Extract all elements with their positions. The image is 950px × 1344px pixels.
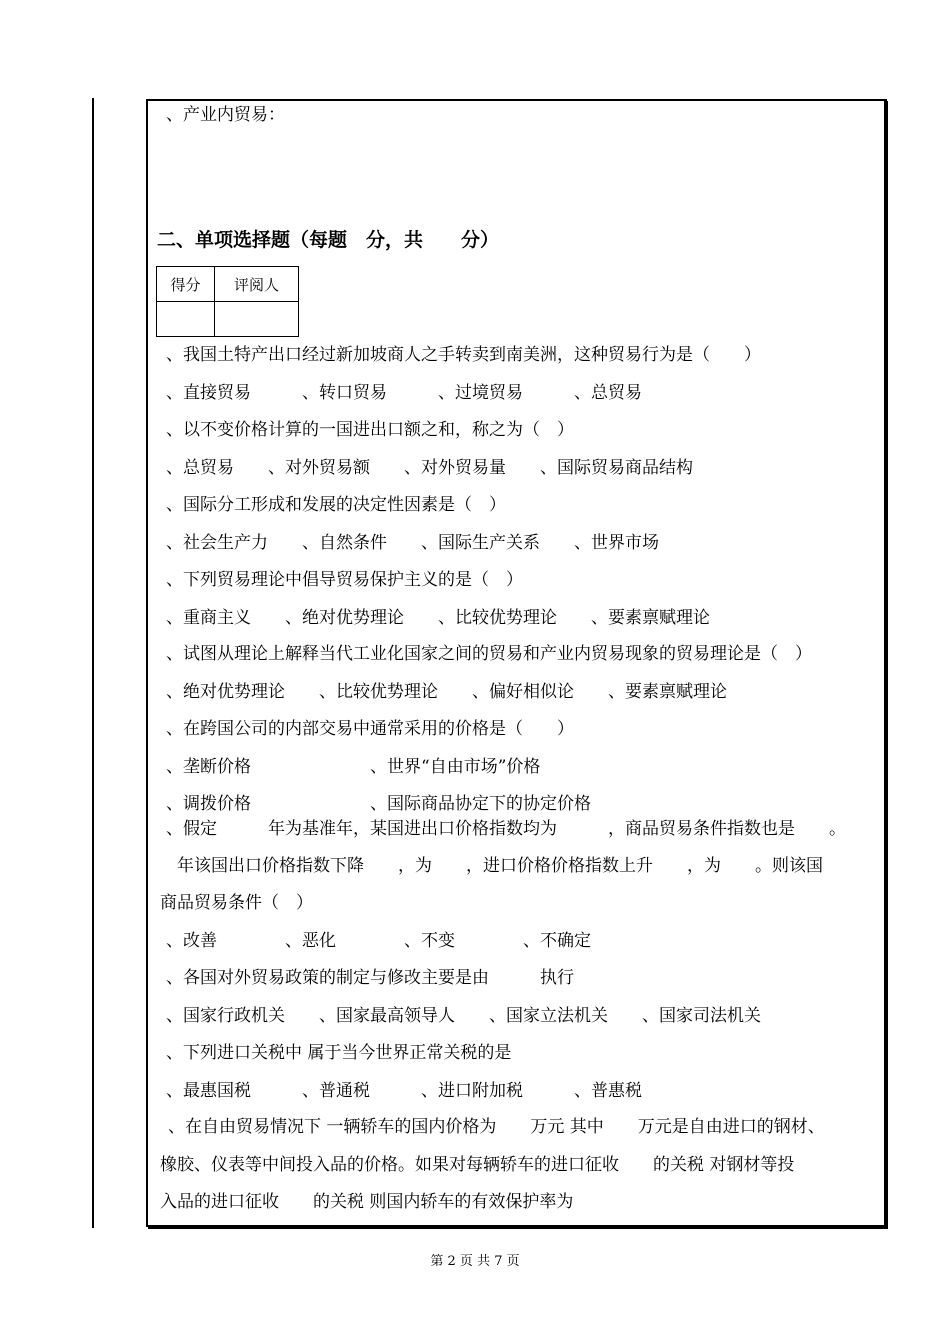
section-heading: 二、单项选择题（每题 分，共 分） xyxy=(157,229,500,251)
score-cell[interactable] xyxy=(157,302,215,337)
score-table xyxy=(156,266,299,337)
options-9: 、最惠国税 、普通税 、进口附加税 、普惠税 xyxy=(166,1081,642,1101)
question-7: 、假定 年为基准年，某国进出口价格指数均为 ，商品贸易条件指数也是 。 xyxy=(166,819,846,839)
frame-shadow-bottom xyxy=(148,1225,888,1229)
question-1: 、我国土特产出口经过新加坡商人之手转卖到南美洲，这种贸易行为是（ ） xyxy=(166,345,761,365)
score-label: 得分 xyxy=(157,267,215,302)
binding-line xyxy=(92,98,94,1228)
question-7-cont2: 商品贸易条件（ ） xyxy=(160,893,313,913)
question-7-cont: 年该国出口价格指数下降 ，为 ，进口价格价格指数上升 ，为 。则该国 xyxy=(160,856,823,876)
question-6: 、在跨国公司的内部交易中通常采用的价格是（ ） xyxy=(166,719,574,739)
reviewer-label: 评阅人 xyxy=(215,267,299,302)
options-2: 、总贸易 、对外贸易额 、对外贸易量 、国际贸易商品结构 xyxy=(166,458,693,478)
options-4: 、重商主义 、绝对优势理论 、比较优势理论 、要素禀赋理论 xyxy=(166,608,710,628)
question-4: 、下列贸易理论中倡导贸易保护主义的是（ ） xyxy=(166,570,523,590)
options-6a: 、垄断价格 、世界“自由市场”价格 xyxy=(166,757,541,777)
question-5: 、试图从理论上解释当代工业化国家之间的贸易和产业内贸易现象的贸易理论是（ ） xyxy=(166,644,812,664)
question-3: 、国际分工形成和发展的决定性因素是（ ） xyxy=(166,495,506,515)
options-3: 、社会生产力 、自然条件 、国际生产关系 、世界市场 xyxy=(166,533,659,553)
question-2: 、以不变价格计算的一国进出口额之和，称之为（ ） xyxy=(166,420,574,440)
options-6b: 、调拨价格 、国际商品协定下的协定价格 xyxy=(166,794,591,814)
question-9: 、下列进口关税中 属于当今世界正常关税的是 xyxy=(166,1043,512,1063)
question-8: 、各国对外贸易政策的制定与修改主要是由 执行 xyxy=(166,968,574,988)
question-10: 、在自由贸易情况下 一辆轿车的国内价格为 万元 其中 万元是自由进口的钢材、 xyxy=(168,1117,825,1137)
question-10-cont2: 入品的进口征收 的关税 则国内轿车的有效保护率为 xyxy=(160,1192,574,1212)
options-5: 、绝对优势理论 、比较优势理论 、偏好相似论 、要素禀赋理论 xyxy=(166,682,727,702)
term-item: 、产业内贸易： xyxy=(166,105,285,125)
frame-shadow-right xyxy=(884,101,888,1229)
options-8: 、国家行政机关 、国家最高领导人 、国家立法机关 、国家司法机关 xyxy=(166,1006,761,1026)
reviewer-cell[interactable] xyxy=(215,302,299,337)
options-1: 、直接贸易 、转口贸易 、过境贸易 、总贸易 xyxy=(166,383,642,403)
question-10-cont: 橡胶、仪表等中间投入品的价格。如果对每辆轿车的进口征收 的关税 对钢材等投 xyxy=(160,1155,795,1175)
page-number: 第 2 页 共 7 页 xyxy=(430,1254,520,1269)
options-7: 、改善 、恶化 、不变 、不确定 xyxy=(166,931,591,951)
